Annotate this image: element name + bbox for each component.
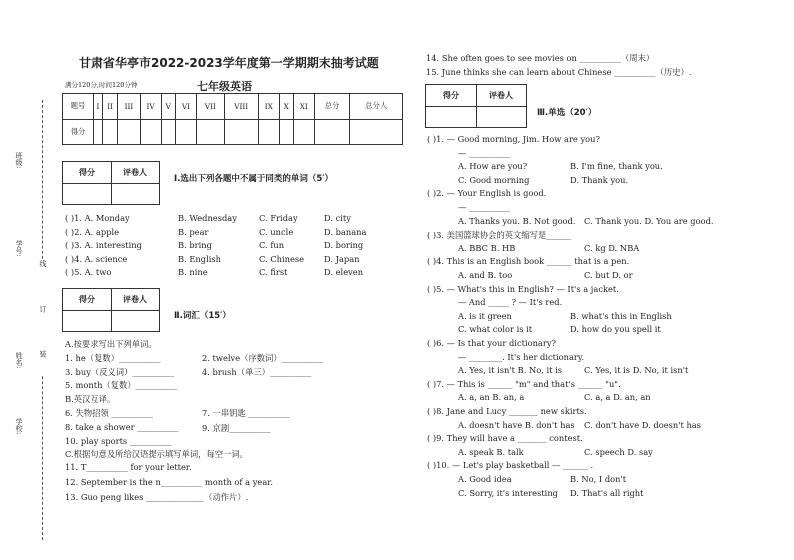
answer-option: B. Wednesday xyxy=(178,213,237,223)
score-table-blank-cell[interactable] xyxy=(118,119,140,145)
answer-option: C. Thank you. D. You are good. xyxy=(584,215,714,226)
question-stem: ( )7. — This is ______ "m" and that's ______ "u". xyxy=(427,378,621,389)
translate-item: 8. take a shower __________ xyxy=(65,421,179,432)
answer-option: D. city xyxy=(324,213,351,223)
scorer-score-label: 得分 xyxy=(79,294,95,304)
answer-option: C. Friday xyxy=(259,213,298,223)
answer-option: C. what color is it xyxy=(458,324,533,335)
answer-option: B. pear xyxy=(178,226,209,237)
fill-blank-item: 13. Guo peng likes ______________（动作片）. xyxy=(65,492,249,502)
score-table-header-cell: II xyxy=(102,94,118,120)
answer-option: A. doesn't have B. don't has xyxy=(458,419,575,430)
question-stem: ( )2. — Your English is good. xyxy=(427,188,547,199)
answer-option: C. Chinese xyxy=(259,253,305,264)
score-table-blank-cell[interactable] xyxy=(224,119,258,145)
answer-option: D. That's all right xyxy=(570,487,644,498)
question-line: — __________ xyxy=(458,202,511,212)
answer-option: D. banana xyxy=(324,226,367,237)
right-item-14: 14. She often goes to see movies on __________（周末） xyxy=(426,53,655,63)
scorer-grader-label: 评卷人 xyxy=(489,90,513,100)
answer-option: A. speak B. talk xyxy=(458,446,524,457)
score-table-blank-cell[interactable] xyxy=(314,119,350,145)
answer-option: D. how do you spell it xyxy=(570,324,661,335)
score-table xyxy=(62,93,403,145)
margin-label-name: 姓名: xyxy=(15,352,23,369)
scorer-box-1 xyxy=(62,161,160,205)
margin-label-class: 班级: xyxy=(15,152,23,169)
answer-option: D. Japan xyxy=(324,253,360,264)
question-stem: ( )10. — Let's play basketball — ______ . xyxy=(427,460,594,471)
answer-option: A. is it green xyxy=(458,310,512,321)
answer-option: A. Thanks you. B. Not good. xyxy=(458,215,576,226)
section2-title: Ⅱ.词汇（15′） xyxy=(174,311,231,321)
score-table-blank-cell[interactable] xyxy=(293,119,314,145)
score-table-blank-cell[interactable] xyxy=(196,119,224,145)
score-table-header-cell: IX xyxy=(258,94,279,120)
score-table-header-cell: 题号 xyxy=(63,94,94,120)
score-table-blank-cell[interactable] xyxy=(175,119,196,145)
score-table-blank-cell[interactable] xyxy=(94,119,103,145)
question-stem: ( )3. 美国篮球协会的英文缩写是______ xyxy=(427,230,572,241)
answer-option: C. Sorry, it's interesting xyxy=(458,487,558,498)
answer-option: C. but D. or xyxy=(584,270,633,280)
score-table-header-cell: VI xyxy=(175,94,196,120)
margin-cut-text: 线 订 装 xyxy=(39,260,47,376)
question-line: — ________. It's her dictionary. xyxy=(458,351,585,362)
score-table-header-cell: X xyxy=(279,94,293,120)
section3-title: Ⅲ.单选（20′） xyxy=(537,108,597,118)
question-stem: ( )8. Jane and Lucy _______ new skirts. xyxy=(427,406,587,416)
vocab-item: 5. month（复数）__________ xyxy=(65,380,178,391)
score-table-blank-cell[interactable] xyxy=(161,119,175,145)
score-table-blank-cell[interactable] xyxy=(102,119,118,145)
score-table-header-cell: VII xyxy=(196,94,224,120)
score-table-header-cell: 总分人 xyxy=(350,94,403,120)
answer-option: A. Yes, it isn't B. No, it is xyxy=(458,365,563,376)
question-stem: ( )4. This is an English book ______ that is a pen. xyxy=(427,256,630,267)
answer-option: C. uncle xyxy=(259,226,294,237)
question-line: — __________ xyxy=(458,147,511,158)
answer-option: B. nine xyxy=(178,267,208,278)
answer-option: B. English xyxy=(178,253,221,264)
section2-b-title: B.英汉互译。 xyxy=(65,394,116,404)
scorer-score-label: 得分 xyxy=(79,167,95,177)
score-table-blank-cell[interactable] xyxy=(140,119,161,145)
answer-option: A. How are you? xyxy=(458,161,528,172)
vocab-item: 1. he（复数）__________ xyxy=(65,353,161,363)
answer-option: C. kg D. NBA xyxy=(584,242,640,253)
scorer-grader-label: 评卷人 xyxy=(123,167,147,177)
question-line: — And _____ ? — It's red. xyxy=(458,297,563,308)
question-stem: ( )2. A. apple xyxy=(65,226,120,237)
answer-option: A. a, an B. an, a xyxy=(458,392,525,403)
question-stem: ( )4. A. science xyxy=(65,253,128,264)
answer-option: C. Yes, it is D. No, it isn't xyxy=(584,365,689,376)
right-item-15: 15. June thinks she can learn about Chinese __________（历史）. xyxy=(426,67,692,77)
vocab-item: 3. buy（反义词）__________ xyxy=(65,366,174,377)
answer-option: D. eleven xyxy=(324,267,364,278)
score-table-header-cell: XI xyxy=(293,94,314,120)
scorer-box-3 xyxy=(425,84,527,128)
section2-a-title: A.按要求写出下列单词。 xyxy=(65,339,157,349)
question-stem: ( )9. They will have a _______ contest. xyxy=(427,433,583,444)
exam-subtitle: 七年级英语 xyxy=(197,80,252,93)
score-table-header-cell: 总分 xyxy=(314,94,350,120)
answer-option: B. what's this in English xyxy=(570,310,672,321)
answer-option: B. I'm fine, thank you. xyxy=(570,161,663,172)
translate-item: 7. 一串钥匙 __________ xyxy=(202,408,290,418)
score-table-blank-cell[interactable] xyxy=(350,119,403,145)
score-table-header-cell: IV xyxy=(140,94,161,120)
translate-item: 6. 失物招领 __________ xyxy=(65,408,153,418)
fill-blank-item: 11. T__________ for your letter. xyxy=(65,462,192,472)
scorer-grader-label: 评卷人 xyxy=(123,294,147,304)
margin-label-id: 学号: xyxy=(15,240,23,257)
score-table-row-label: 得分 xyxy=(63,119,94,145)
answer-option: C. a, a D. an, an xyxy=(584,392,651,403)
answer-option: A. Good idea xyxy=(458,474,512,484)
score-table-header-cell: V xyxy=(161,94,175,120)
question-stem: ( )6. — Is that your dictionary? xyxy=(427,338,556,348)
scorer-box-2 xyxy=(62,288,160,332)
section1-title: Ⅰ.选出下列各题中不属于同类的单词（5′） xyxy=(174,174,334,184)
answer-option: C. speech D. say xyxy=(584,446,653,457)
margin-label-school: 学校: xyxy=(15,418,23,435)
answer-option: D. Thank you. xyxy=(570,174,629,185)
answer-option: B. No, I don't xyxy=(570,474,627,484)
exam-meta: 满分120分,时间120分钟 xyxy=(65,81,138,89)
scorer-score-label: 得分 xyxy=(443,90,459,100)
answer-option: A. and B. too xyxy=(458,270,513,280)
answer-option: D. boring xyxy=(324,240,364,251)
answer-option: B. bring xyxy=(178,240,212,251)
question-stem: ( )5. A. two xyxy=(65,267,112,278)
answer-option: A. BBC B. HB xyxy=(458,242,516,253)
question-stem: ( )3. A. interesting xyxy=(65,240,142,251)
score-table-header-cell: III xyxy=(118,94,140,120)
fill-blank-item: 12. September is the n__________ month of a year. xyxy=(65,476,273,487)
vocab-item: 4. brush（单三）__________ xyxy=(202,366,312,377)
question-stem: ( )1. — Good morning, Jim. How are you? xyxy=(427,134,600,144)
question-stem: ( )5. — What's this in English? — It's a jacket. xyxy=(427,283,619,294)
answer-option: C. Good morning xyxy=(458,174,530,185)
score-table-header-cell: VIII xyxy=(224,94,258,120)
answer-option: C. don't have D. doesn't has xyxy=(584,419,702,430)
section2-c-title: C.根据句意及所给汉语提示填写单词，每空一词。 xyxy=(65,449,248,459)
score-table-blank-cell[interactable] xyxy=(279,119,293,145)
question-stem: ( )1. A. Monday xyxy=(65,213,130,223)
score-table-header-cell: I xyxy=(94,94,103,120)
exam-title: 甘肃省华亭市2022-2023学年度第一学期期末抽考试题 xyxy=(79,56,379,70)
score-table-blank-cell[interactable] xyxy=(258,119,279,145)
vocab-item: 2. twelve（序数词）__________ xyxy=(202,353,324,363)
translate-item: 9. 京剧__________ xyxy=(202,422,271,433)
answer-option: C. first xyxy=(259,267,288,278)
translate-item: 10. play sports __________ xyxy=(65,436,172,446)
answer-option: C. fun xyxy=(259,240,285,251)
